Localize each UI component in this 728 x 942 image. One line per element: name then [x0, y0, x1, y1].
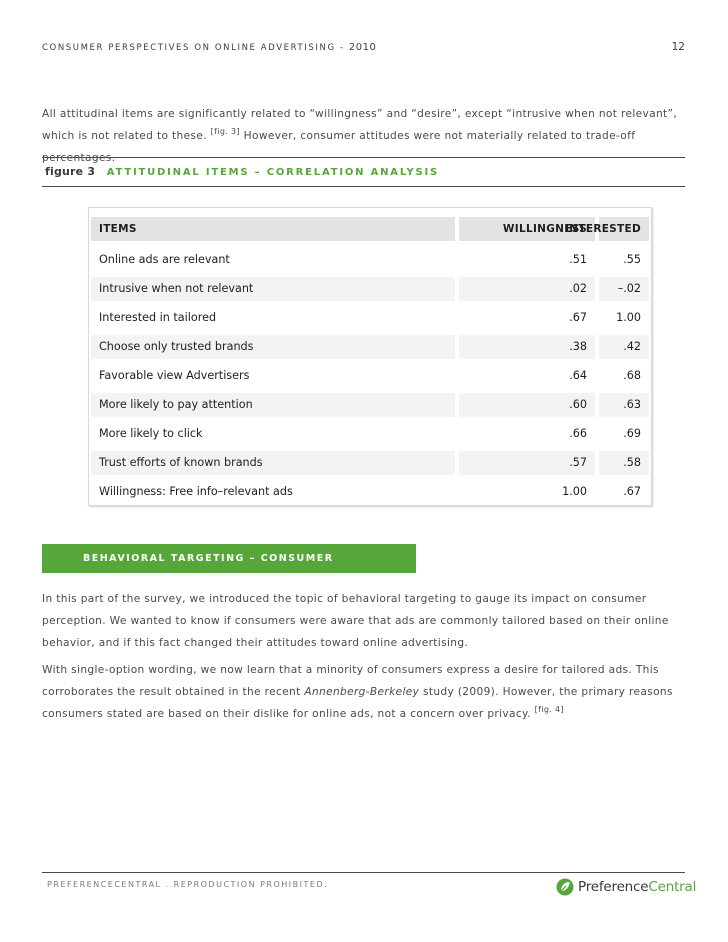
row-interested: .58 — [599, 451, 649, 475]
leaf-logo-icon — [556, 878, 574, 896]
table-row — [89, 248, 651, 272]
row-item: Interested in tailored — [91, 306, 455, 330]
running-header-year: 2010 — [348, 42, 377, 53]
table-row — [89, 335, 651, 359]
row-willingness: .02 — [459, 277, 595, 301]
figure-title: ATTITUDINAL ITEMS – CORRELATION ANALYSIS — [106, 167, 440, 178]
body-text: With single-option wording, we now learn that a minority of consumers express a desire for tailored ads. This corroborates the result obtained in the recent — [42, 664, 659, 698]
figure-bottom-rule — [42, 186, 685, 187]
logo-wordmark: PreferenceCentral — [578, 879, 697, 895]
running-header — [42, 42, 376, 53]
footer-rule — [42, 872, 685, 873]
footer-text: PREFERENCECENTRAL . REPRODUCTION PROHIBITED. — [47, 880, 329, 889]
row-item: Intrusive when not relevant — [91, 277, 455, 301]
table-row — [89, 480, 651, 504]
preferencecentral-logo — [556, 877, 696, 897]
row-willingness: .67 — [459, 306, 595, 330]
row-item: More likely to click — [91, 422, 455, 446]
table-row — [89, 422, 651, 446]
row-willingness: .66 — [459, 422, 595, 446]
row-willingness: .51 — [459, 248, 595, 272]
figure-label: figure 3 — [45, 165, 96, 178]
figure-reference: [fig. 4] — [534, 705, 564, 714]
row-interested: .68 — [599, 364, 649, 388]
table-header-row — [89, 217, 651, 241]
row-willingness: .60 — [459, 393, 595, 417]
table-row — [89, 393, 651, 417]
row-item: More likely to pay attention — [91, 393, 455, 417]
row-willingness: .64 — [459, 364, 595, 388]
row-item: Choose only trusted brands — [91, 335, 455, 359]
intro-text-cont: However, consumer attitudes were not materially related to trade-off percentages. — [42, 130, 636, 164]
table-row — [89, 277, 651, 301]
header-items: ITEMS — [91, 217, 455, 241]
row-willingness: .38 — [459, 335, 595, 359]
row-interested: –.02 — [599, 277, 649, 301]
row-item: Favorable view Advertisers — [91, 364, 455, 388]
figure-reference: [fig. 3] — [210, 127, 240, 136]
row-willingness: 1.00 — [459, 480, 595, 504]
correlation-table — [88, 207, 652, 506]
row-interested: .55 — [599, 248, 649, 272]
row-willingness: .57 — [459, 451, 595, 475]
page-number: 12 — [671, 41, 685, 53]
figure-top-rule — [42, 157, 685, 158]
header-willingness: WILLINGNESS — [459, 217, 595, 241]
body-text-cont: study (2009). However, the primary reasons consumers stated are based on their dislike for online ads, not a concern over privacy. — [42, 686, 673, 720]
row-interested: 1.00 — [599, 306, 649, 330]
body-paragraph: In this part of the survey, we introduced the topic of behavioral targeting to gauge its impact on consumer perception. We wanted to know if consumers were aware that ads are commonly tailored based on their online behavior, and if this fact changed their attitudes toward online advertising. — [42, 593, 669, 649]
row-item: Trust efforts of known brands — [91, 451, 455, 475]
figure-caption — [45, 165, 439, 178]
table-row — [89, 306, 651, 330]
row-item: Willingness: Free info–relevant ads — [91, 480, 455, 504]
running-header-text: CONSUMER PERSPECTIVES ON ONLINE ADVERTISING - — [42, 43, 349, 53]
study-name: Annenberg-Berkeley — [304, 686, 420, 698]
section-banner: BEHAVIORAL TARGETING – CONSUMER PERSPECTIVES — [42, 544, 416, 573]
table-row — [89, 451, 651, 475]
body-paragraph — [42, 659, 687, 725]
row-interested: .69 — [599, 422, 649, 446]
header-interested: INTERESTED — [599, 217, 649, 241]
intro-text: All attitudinal items are significantly related to “willingness” and “desire”, except “intrusive when not relevant”, which is not related to these. — [42, 108, 678, 142]
row-interested: .42 — [599, 335, 649, 359]
intro-paragraph — [42, 103, 687, 169]
row-interested: .67 — [599, 480, 649, 504]
row-interested: .63 — [599, 393, 649, 417]
row-item: Online ads are relevant — [91, 248, 455, 272]
table-row — [89, 364, 651, 388]
